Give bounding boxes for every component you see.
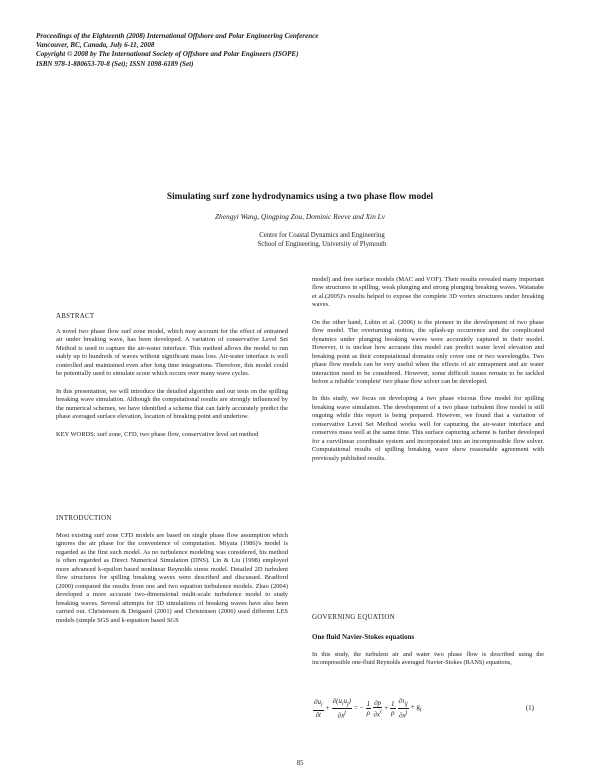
rans-equation: $\frac{\partial u_i}{\partial t}$ + $\frac{\partial(u_iu_j)}{\partial x^j}$ = − $\frac{1}{\rho}$ $\frac{\partial p}{\partial x^i}$ + $\frac{1}{\rho}$ $\frac{\partial\tau_{ij}}{\partial x^j}$ + $g_i$: [314, 697, 422, 720]
paper-title: Simulating surf zone hydrodynamics using a two phase flow model: [166, 192, 434, 202]
abstract-paragraph-2: In this presentation, we will introduce the detailed algorithm and our tests on the spilling breaking wave simulation. Although the computational results are strongly influenced by the numerical schemes, we have identified a scheme that can fairly accurately predict the phase averaged surface elevation, location of breaking point and undertow.: [56, 387, 288, 421]
introduction-section: [56, 532, 288, 625]
right-paragraph-3: In this study, we focus on developing a two phase viscous flow model for spilling breaking wave simulation. The development of a two phase turbulent flow model is still ongoing while this report is being prepared. However, we found that a variation of conservative Level Set Method works well for capturing the air-water interface and conserves mass well at the same time. This surface capturing scheme is further developed for a curvilinear coordinate system and incorporated into an incompressible flow solver. Computational results of spilling breaking wave show reasonable agreement with previously published results.: [312, 395, 544, 462]
abstract-section: [56, 328, 288, 439]
introduction-paragraph-1: Most existing surf zone CFD models are based on single phase flow assumption which ignores the air phase for the convenience of computation. Miyata (1986)'s model is regarded as the first such model. As no turbulence modeling was considered, his method is often regarded as Direct Numerical Simulation (DNS). Lin & Liu (1998) employed more advanced k-epsilon based nonlinear Reynolds stress model. Detailed 2D turbulent flow structures for spilling breaking waves were described and discussed. Bradford (2000) compared the results from one and two equation turbulence models. Zhao (2004) developed a more accurate two-dimensional multi-scale turbulence model to study breaking waves. Several attempts for 3D simulations of breaking waves have also been carried out. Christensen & Deigaard (2001) and Christensen (2006) used different LES models (simple SGS and k-equation based SGS: [56, 532, 288, 624]
header-line-4: ISBN 978-1-880653-70-8 (Set); ISSN 1098-6189 (Set): [36, 59, 194, 68]
authors: Zhengyi Wang, Qingping Zou, Dominic Reeve and Xin Lv: [214, 212, 386, 221]
right-paragraph-2: On the other hand, Lubin et al. (2006) is the pioneer in the development of two phase flow model. The overturning motion, the splash-up occurrence and the complicated dynamics under plunging breaking waves were accurately captured in their model. However, it is unclear how accurate this model can predict water level elevation and breaking point as their computational domains only cover one or two wavelengths. Two phase flow models can be very useful when the effects of air entrapment and air water interaction need to be considered. However, some difficult issues remain to be tackled before a reliable 'complete' two phase flow solver can be developed.: [312, 318, 544, 385]
governing-equation-heading: GOVERNING EQUATION: [312, 614, 395, 621]
header-line-3: Copyright © 2008 by The International Society of Offshore and Polar Engineers (ISOPE): [36, 50, 299, 59]
navier-stokes-subheading: One fluid Navier-Stokes equations: [312, 633, 415, 641]
governing-paragraph-1: In this study, the turbulent air and water two phase flow is described using the incompressible one-fluid Reynolds averaged Navier-Stokes (RANS) equations,: [312, 651, 544, 667]
proceedings-header: [36, 32, 576, 69]
introduction-heading: INTRODUCTION: [56, 515, 112, 522]
governing-text: [312, 651, 544, 667]
right-column-text: [312, 276, 544, 463]
affiliation-line-2: School of Engineering, University of Plymouth: [257, 241, 387, 248]
affiliation-line-1: Centre for Coastal Dynamics and Engineering: [259, 232, 385, 239]
abstract-paragraph-1: A novel two phase flow surf zone model, which may account for the effect of entrained air under breaking wave, has been developed. A variation of conservative Level Set Method is used to capture the air-water interface. This method allows the model to run stably up to hundreds of waves without significant mass loss. Air-water interface is well controlled and maintained even after long time integrations. Therefore, this model could be potentially used to simulate scour which occurs over many wave cycles.: [56, 328, 288, 378]
keywords: KEY WORDS: surf zone, CFD, two phase flow, conservative level set method: [56, 430, 259, 438]
header-line-1: Proceedings of the Eighteenth (2008) International Offshore and Polar Engineering Conference: [36, 32, 319, 40]
right-paragraph-1: model) and free surface models (MAC and VOF). Their results revealed many important flow structures in spilling, weak plunging and strong plunging breaking waves. Watanabe et al.(2005)'s results helped to expose the complete 3D vortex structures under breaking waves.: [312, 276, 544, 309]
header-line-2: Vancouver, BC, Canada, July 6-11, 2008: [36, 41, 155, 50]
equation-1: [312, 697, 544, 723]
abstract-heading: ABSTRACT: [56, 313, 95, 320]
affiliation: [0, 231, 600, 249]
page-number: 85: [296, 760, 304, 767]
equation-number: (1): [525, 704, 534, 712]
